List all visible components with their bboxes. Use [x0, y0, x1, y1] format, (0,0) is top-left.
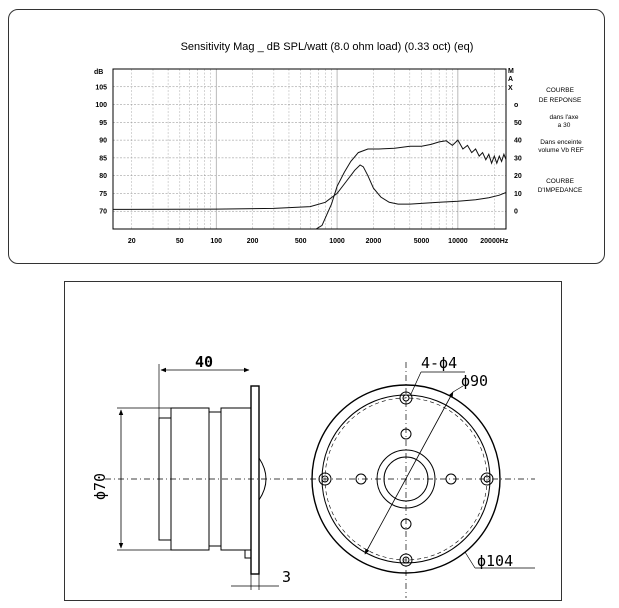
frequency-response-chart-card [8, 9, 605, 264]
y-tick-label: 100 [95, 102, 107, 110]
y-axis-ticks [95, 84, 107, 215]
side-view [105, 364, 293, 590]
dim-bolt-circle-label: ϕ90 [461, 372, 489, 390]
mechanical-drawing-frame [64, 281, 562, 601]
x-tick-label: 200 [246, 238, 259, 245]
x-tick-label: 1000 [329, 238, 345, 245]
plot-area [113, 69, 506, 229]
axis-letter: M [508, 68, 514, 75]
x-tick-label: 20000Hz [480, 238, 509, 245]
mounting-flange [251, 386, 259, 574]
dim-body-diameter-label: ϕ70 [91, 472, 109, 500]
dim-104-leader [465, 552, 475, 568]
axis-letter: A [508, 76, 514, 83]
y-tick-label: 85 [99, 155, 107, 163]
legend-response-line2: DE REPONSE [538, 97, 582, 104]
y2-tick-label: o [514, 102, 519, 110]
dim-depth-label: 40 [195, 353, 214, 371]
right-axis-letters [508, 68, 514, 92]
chart-grid [113, 69, 506, 229]
enclosure-note-line2: volume Vb REF [538, 147, 584, 154]
y-tick-label: 105 [95, 84, 107, 92]
x-tick-label: 50 [175, 238, 184, 245]
terminal-tab [245, 550, 251, 558]
y2-tick-label: 50 [514, 119, 522, 127]
frequency-response-chart [9, 10, 606, 265]
x-tick-label: 2000 [365, 238, 382, 245]
y2-tick-label: 30 [514, 155, 522, 163]
side-annotations [538, 87, 584, 194]
y-tick-label: 95 [99, 119, 107, 127]
series-impedance-line [113, 165, 506, 209]
x-tick-label: 500 [294, 238, 307, 245]
chart-title: Sensitivity Mag _ dB SPL/watt (8.0 ohm load) (0.33 oct) (eq) [180, 41, 474, 53]
y2-tick-label: 0 [514, 208, 518, 216]
dim-flange-thickness-label: 3 [282, 568, 292, 586]
axis-letter: X [508, 85, 513, 92]
legend-response-line1: COURBE [546, 87, 574, 94]
x-tick-label: 20 [127, 238, 136, 245]
y-unit-label: dB [94, 69, 104, 76]
x-tick-label: 100 [210, 238, 223, 245]
mechanical-drawing [65, 282, 563, 602]
axis-note-line2: a 30 [557, 122, 571, 129]
y-tick-label: 75 [99, 190, 107, 198]
x-tick-label: 10000 [448, 238, 468, 245]
dim-flange-diameter-label: ϕ104 [477, 552, 514, 570]
dim-holes-leader [411, 372, 421, 394]
enclosure-note-line1: Dans enceinte [540, 139, 582, 146]
y2-tick-label: 10 [514, 190, 522, 198]
dim-holes-label: 4-ϕ4 [421, 354, 458, 372]
y-tick-label: 90 [99, 137, 107, 145]
series-response-line [113, 140, 506, 233]
x-axis-ticks [128, 238, 509, 245]
magnet-body-left [171, 408, 209, 550]
x-tick-label: 5000 [413, 238, 430, 245]
y-tick-label: 80 [99, 173, 107, 181]
chart-series [113, 140, 506, 233]
axis-note-line1: dans l'axe [549, 114, 579, 121]
legend-impedance-line1: COURBE [546, 178, 574, 185]
legend-impedance-line2: D'IMPEDANCE [537, 187, 583, 194]
y2-tick-label: 20 [514, 173, 522, 181]
y-tick-label: 70 [99, 208, 107, 216]
y2-axis-ticks [514, 102, 522, 216]
dim-90-line [365, 392, 453, 554]
y2-tick-label: 40 [514, 137, 522, 145]
